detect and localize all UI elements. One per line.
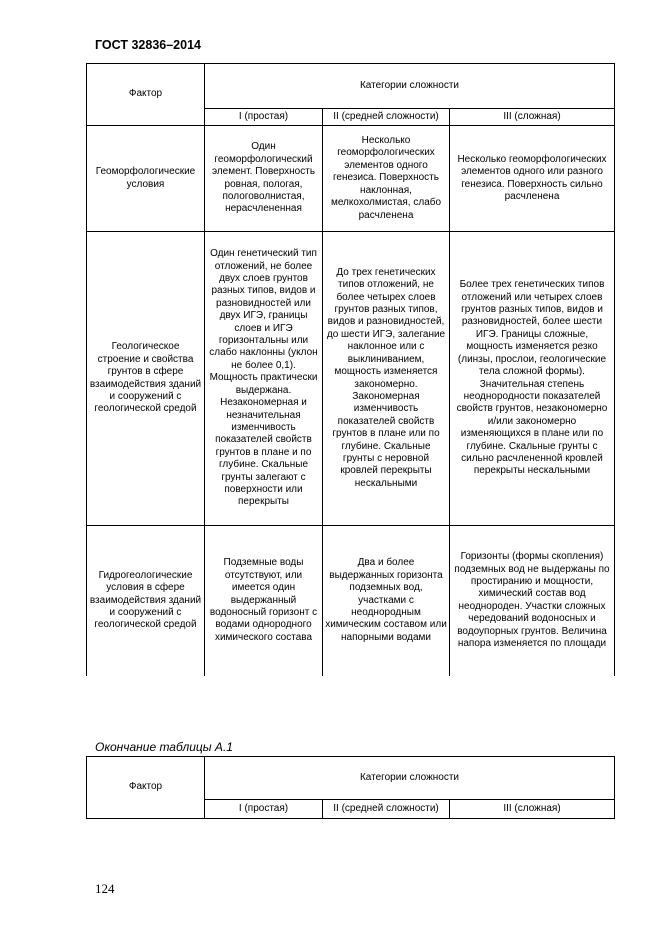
header-complexity-categories: Категории сложности <box>205 64 615 109</box>
row-simple: Один геоморфологический элемент. Поверхность ровная, пологая, пологоволнистая, нерасчлененная <box>205 126 323 232</box>
header-simple: I (простая) <box>205 109 323 126</box>
document-header: ГОСТ 32836–2014 <box>95 38 201 52</box>
table-row <box>87 232 615 526</box>
row-factor: Гидрогеологические условия в сфере взаимодействия зданий и сооружений с геологической средой <box>87 526 205 676</box>
complexity-table-continued <box>86 756 615 819</box>
header-factor: Фактор <box>87 757 205 819</box>
header-complex: III (сложная) <box>450 800 615 819</box>
row-simple: Один генетический тип отложений, не более двух слоев грунтов разных типов, видов и разновидностей или двух ИГЭ, границы слоев и ИГЭ горизонтальны или слабо наклонны (уклон не более 0,1). Мощность практически выдержана. Незакономерная и незначительная изменчивость показателей свойств грунтов в плане и по глубине. Скальные грунты залегают с поверхности или перекрыты <box>205 232 323 526</box>
row-medium: До трех генетических типов отложений, не более четырех слоев грунтов разных типов, видов и разновидностей, до шести ИГЭ, залегание наклонное или с выклиниванием, мощность изменяется закономерно. Закономерная изменчивость показателей свойств грунтов в плане или по глубине. Скальные грунты с неровной кровлей перекрыты нескальными <box>323 232 450 526</box>
row-complex: Несколько геоморфологических элементов одного или разного генезиса. Поверхность сильно расчленена <box>450 126 615 232</box>
header-medium: II (средней сложности) <box>323 800 450 819</box>
complexity-table <box>86 63 615 676</box>
header-simple: I (простая) <box>205 800 323 819</box>
row-complex: Горизонты (формы скопления) подземных вод не выдержаны по простиранию и мощности, химический состав вод неоднороден. Участки сложных чередований водоносных и водоупорных грунтов. Величина напора изменяется по площади <box>450 526 615 676</box>
row-medium: Несколько геоморфологических элементов одного генезиса. Поверхность наклонная, мелкохолмистая, слабо расчленена <box>323 126 450 232</box>
header-complex: III (сложная) <box>450 109 615 126</box>
row-complex: Более трех генетических типов отложений или четырех слоев грунтов разных типов, видов и разновидностей, более шести ИГЭ. Границы сложные, мощность изменяется резко (линзы, прослои, геологические тела сложной формы). Значительная степень неоднородности показателей свойств грунтов, незакономерно и/или закономерно изменяющихся в плане или по глубине. Скальные грунты с сильно расчлененной кровлей перекрыты нескальными <box>450 232 615 526</box>
page-number: 124 <box>95 881 115 896</box>
row-factor: Геологическое строение и свойства грунтов в сфере взаимодействия зданий и сооружений с геологической средой <box>87 232 205 526</box>
row-factor: Геоморфологические условия <box>87 126 205 232</box>
row-medium: Два и более выдержанных горизонта подземных вод, участками с неоднородным химическим составом или напорными водами <box>323 526 450 676</box>
header-medium: II (средней сложности) <box>323 109 450 126</box>
header-complexity-categories: Категории сложности <box>205 757 615 800</box>
header-factor: Фактор <box>87 64 205 126</box>
table-row <box>87 126 615 232</box>
table-row <box>87 526 615 676</box>
row-simple: Подземные воды отсутствуют, или имеется один выдержанный водоносный горизонт с водами однородного химического состава <box>205 526 323 676</box>
table-continuation-caption: Окончание таблицы А.1 <box>95 740 233 754</box>
